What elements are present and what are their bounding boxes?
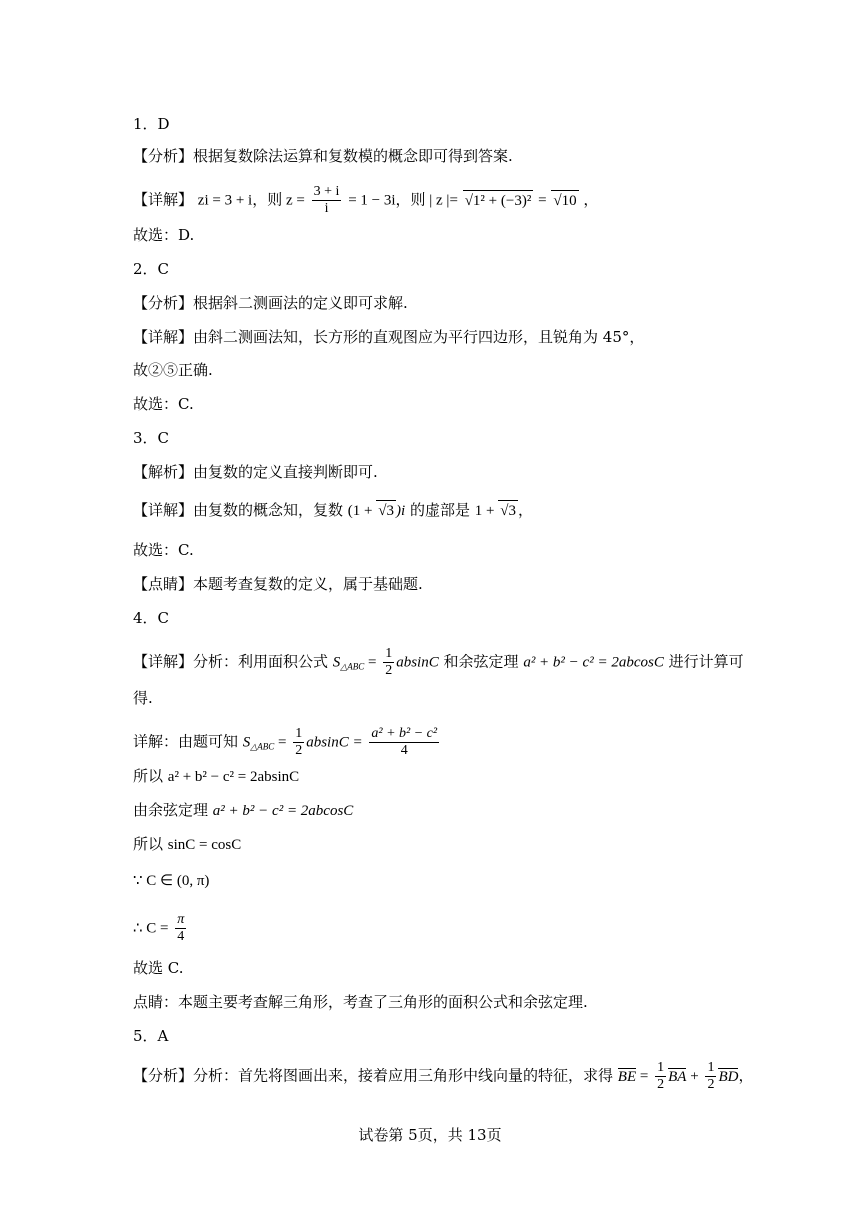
answer-2-analysis: 【分析】根据斜二测画法的定义即可求解. (133, 294, 408, 312)
answer-4-derivation-2 (133, 766, 299, 787)
subscript: △ABC (340, 661, 365, 672)
answer-2-choice: 故选：C. (133, 395, 194, 413)
formula-text: zi = 3 + i，则 z = (197, 192, 305, 209)
answer-3-heading: 3．C (133, 429, 170, 447)
answer-3-choice: 故选：C. (133, 541, 194, 559)
detail-text: 详解：由题可知 (133, 732, 239, 751)
formula-text: S (332, 654, 341, 671)
answer-4-heading: 4．C (133, 609, 170, 627)
punctuation: ， (583, 190, 599, 209)
answer-1-detail (133, 184, 598, 217)
formula-text: sinC = cosC (167, 837, 242, 853)
fraction: $\frac{3 + i}{i}$ (313, 184, 340, 216)
sqrt-expression: √3 (376, 500, 396, 521)
formula-text: = (364, 654, 377, 671)
answer-4-comment: 点睛：本题主要考查解三角形，考查了三角形的面积公式和余弦定理. (133, 993, 588, 1011)
detail-text: 所以 (133, 835, 164, 853)
sqrt-expression: √3 (498, 500, 518, 521)
detail-text: 的虚部是 (409, 501, 470, 519)
vector: BA (668, 1068, 687, 1085)
answer-1-analysis: 【分析】根据复数除法运算和复数模的概念即可得到答案. (133, 147, 513, 165)
page-footer: 试卷第 5页，共 13页 (358, 1126, 502, 1144)
formula-text: absinC = (306, 734, 363, 751)
answer-4-derivation-1 (133, 726, 441, 759)
formula-text: ∴ C = (133, 920, 169, 937)
answer-4-derivation-5: ∵ C ∈ (0, π) (133, 873, 210, 889)
detail-label: 【详解】 (133, 190, 194, 209)
formula-text: + (686, 1068, 699, 1085)
answer-1-choice: 故选：D. (133, 226, 195, 244)
answer-4-detail (133, 646, 744, 679)
answer-3-comment: 【点睛】本题考查复数的定义，属于基础题. (133, 575, 423, 593)
answer-5-heading: 5．A (133, 1027, 169, 1045)
formula-text: a² + b² − c² = 2abcosC (523, 654, 664, 671)
formula-text: = (636, 1068, 649, 1085)
formula-text: a² + b² − c² = 2abcosC (212, 803, 354, 819)
detail-text: 【详解】分析：利用面积公式 (133, 652, 329, 671)
answer-1-heading: 1．D (133, 115, 170, 133)
detail-text: 【详解】由复数的概念知，复数 (133, 501, 344, 519)
formula-text: a² + b² − c² = 2absinC (167, 769, 300, 785)
formula-text: absinC (396, 654, 439, 671)
answer-4-choice: 故选 C. (133, 959, 184, 977)
answer-2-heading: 2．C (133, 260, 170, 278)
formula-text: = (274, 734, 287, 751)
sqrt-expression: √10 (551, 190, 578, 211)
answer-2-detail-cont: 故②⑤正确. (133, 361, 213, 379)
formula-text: 1 + (474, 503, 499, 519)
detail-text: 【分析】分析：首先将图画出来，接着应用三角形中线向量的特征，求得 (133, 1066, 614, 1085)
vector: BD (718, 1068, 739, 1085)
fraction: $\frac{1}{2}$ (295, 726, 303, 758)
fraction: $\frac{1}{2}$ (707, 1060, 715, 1092)
detail-text: 由余弦定理 (133, 801, 209, 819)
formula-text: = (538, 192, 547, 209)
formula-text: S (242, 734, 251, 751)
detail-text: 所以 (133, 767, 164, 785)
formula-text: (1 + (347, 503, 377, 519)
answer-3-analysis: 【解析】由复数的定义直接判断即可. (133, 463, 378, 481)
detail-text: 和余弦定理 (443, 652, 519, 671)
formula-text: )i (396, 503, 406, 519)
formula-text: = 1 − 3i，则 | z |= (348, 192, 458, 209)
fraction: $\frac{1}{2}$ (385, 646, 393, 678)
fraction: $\frac{\pi}{4}$ (177, 912, 185, 944)
vector: BE (617, 1068, 637, 1085)
answer-4-detail-cont: 得. (133, 689, 153, 707)
punctuation: ， (517, 501, 533, 519)
answer-4-derivation-6 (133, 912, 188, 945)
sqrt-expression: √1² + (−3)² (463, 190, 534, 211)
detail-text: 进行计算可 (668, 652, 744, 671)
answer-4-derivation-4 (133, 834, 241, 855)
fraction: $\frac{\text{a² + b² − c²}}{4}$ (371, 726, 438, 758)
punctuation: ， (738, 1066, 754, 1085)
answer-5-analysis (133, 1060, 753, 1093)
answer-4-derivation-3 (133, 800, 353, 821)
answer-3-detail (133, 500, 533, 521)
answer-2-detail: 【详解】由斜二测画法知，长方形的直观图应为平行四边形，且锐角为 45°， (133, 328, 645, 346)
subscript: △ABC (250, 741, 275, 752)
fraction: $\frac{1}{2}$ (657, 1060, 665, 1092)
